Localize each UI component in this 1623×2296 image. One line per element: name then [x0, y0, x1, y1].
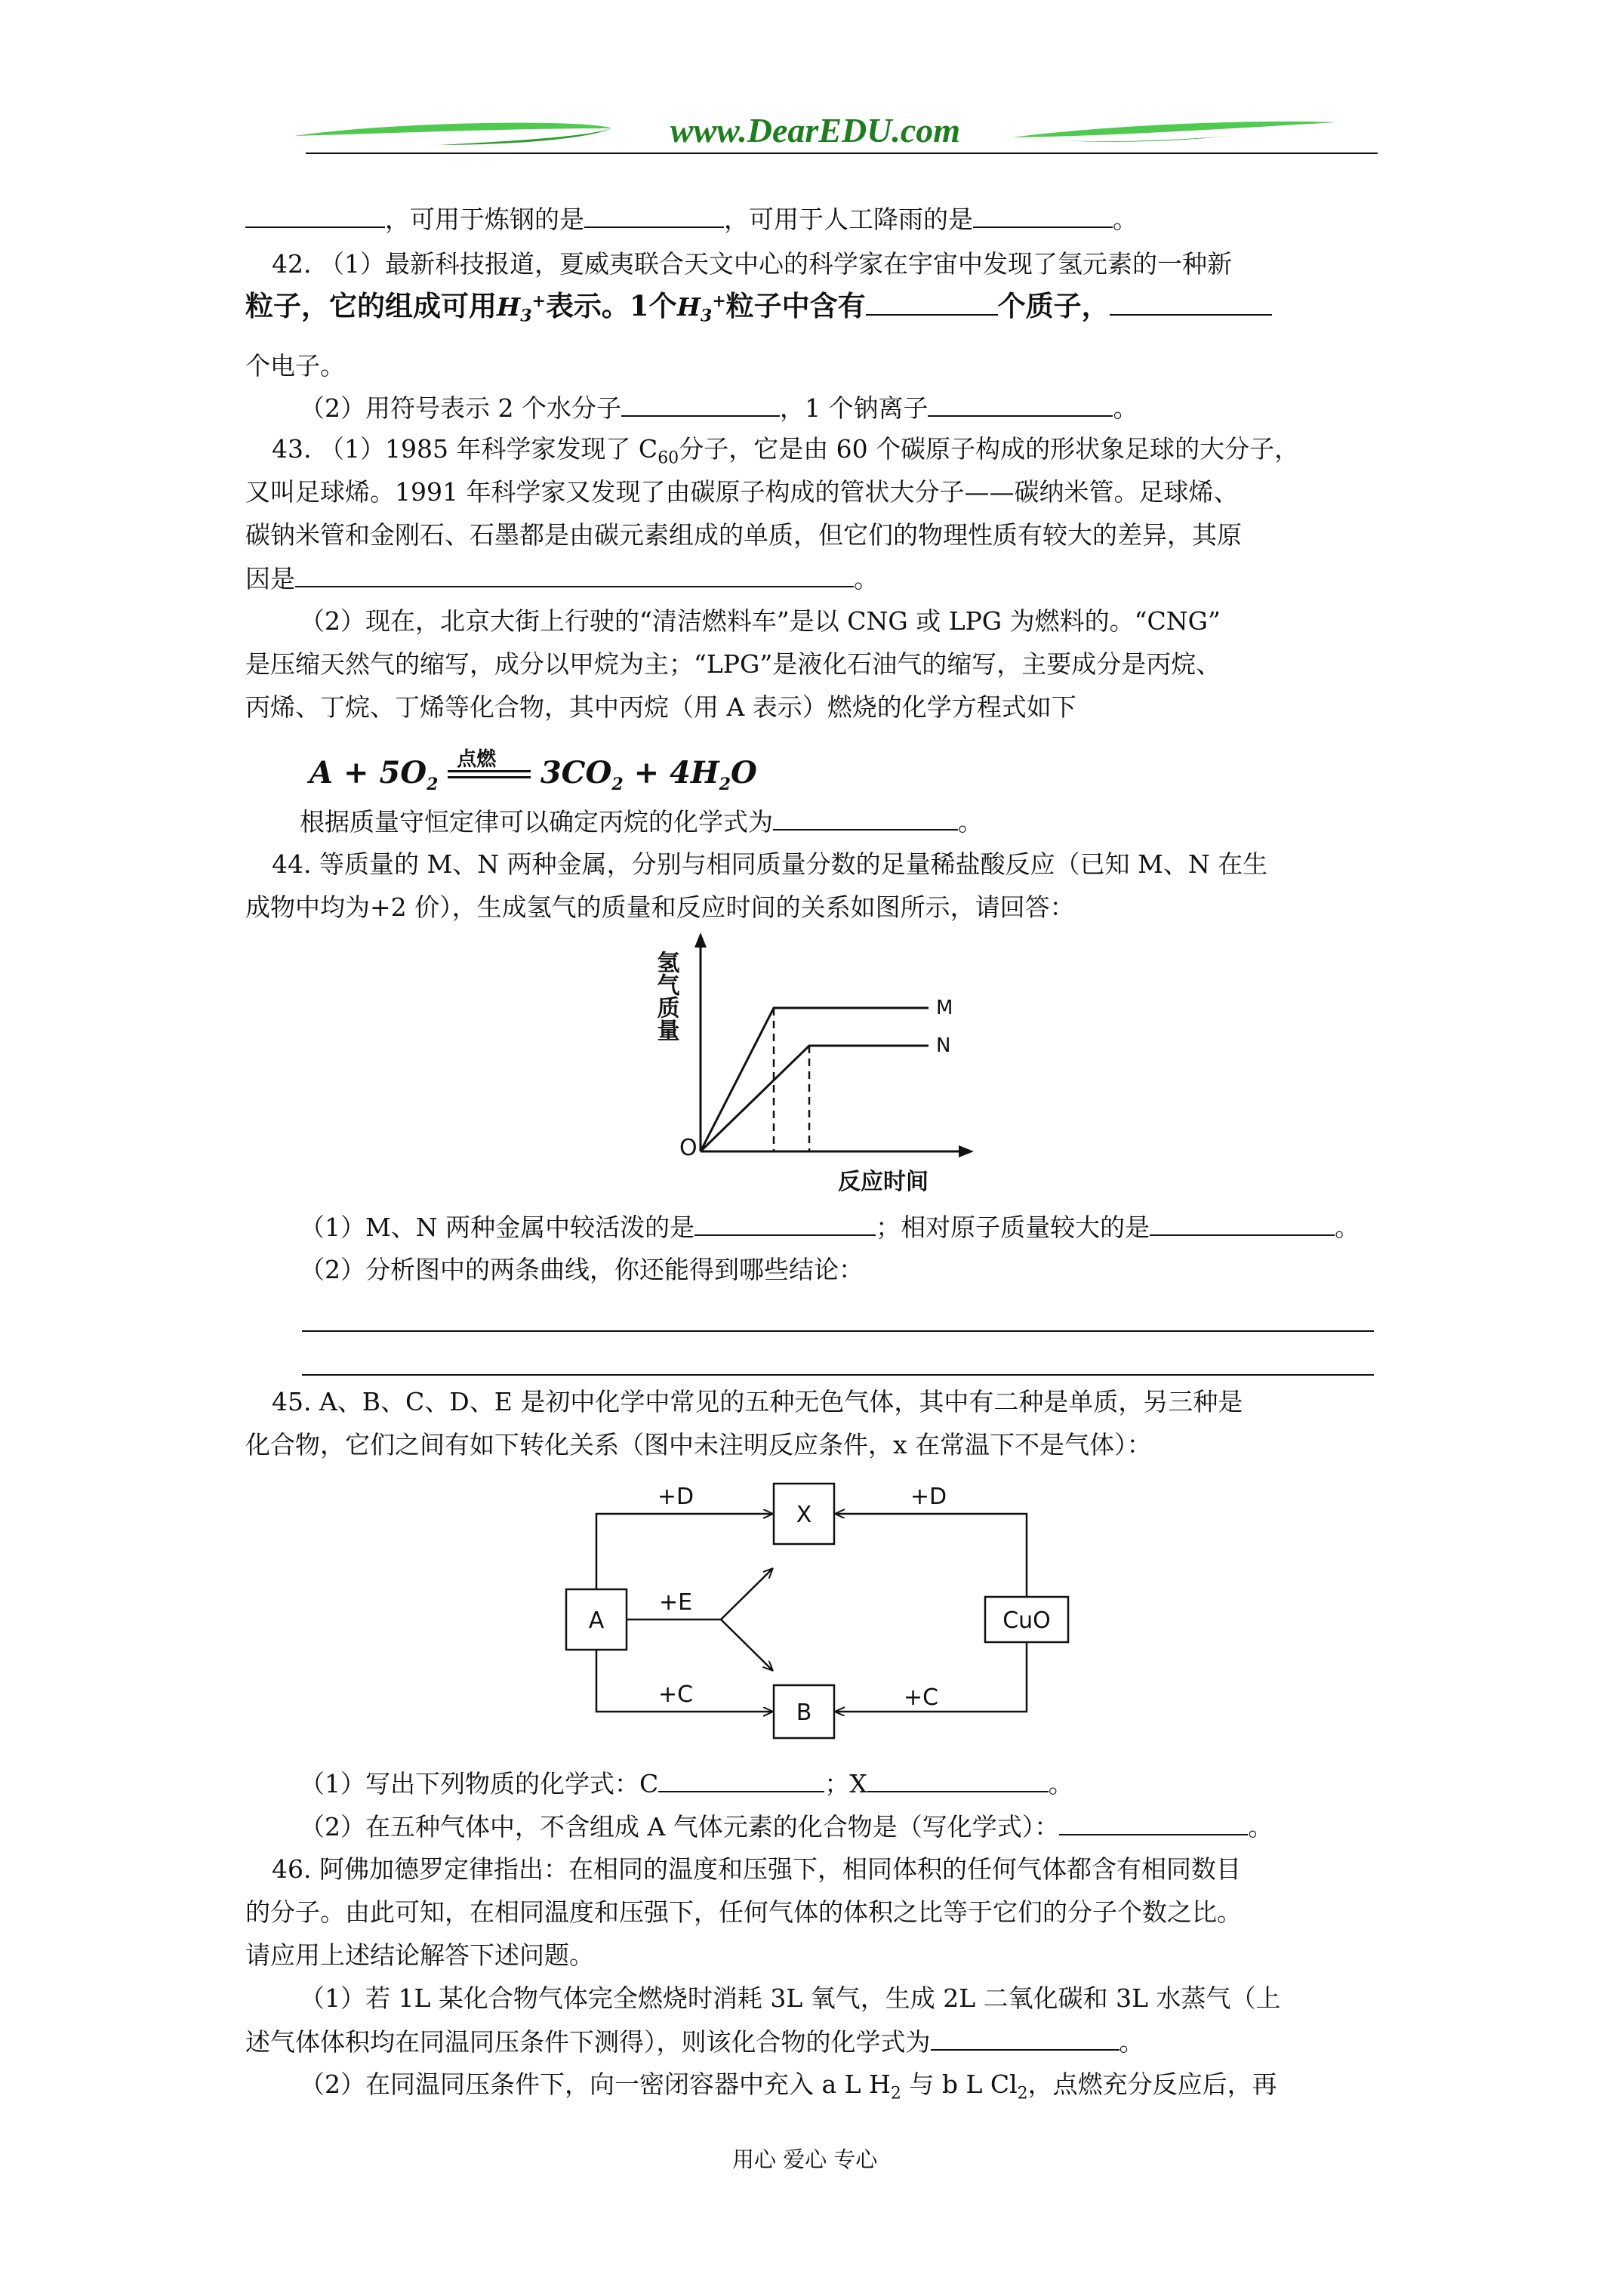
answer-blank[interactable]	[773, 806, 958, 831]
reaction-arrow	[448, 748, 531, 787]
q43-line-8: 根据质量守恒定律可以确定丙烷的化学式为 。	[300, 807, 983, 837]
logo-swoosh-left-tail	[438, 128, 611, 145]
q43-line-6: 是压缩天然气的缩写，成分以甲烷为主；“LPG”是液化石油气的缩写，主要成分是丙烷、	[245, 649, 1221, 679]
answer-blank[interactable]	[1059, 1811, 1248, 1835]
q42-line-3: 个电子。	[245, 351, 345, 381]
answer-blank[interactable]	[245, 204, 385, 228]
answer-blank[interactable]	[931, 2026, 1119, 2051]
box-x-label: X	[796, 1502, 812, 1528]
q46-line-6: （2）在同温同压条件下，向一密闭容器中充入 a L $H_2$ 与 b L $Cl_2$，点燃充分反应后，再	[300, 2069, 1277, 2103]
answer-blank[interactable]	[621, 393, 780, 417]
q46-line-2: 的分子。由此可知，在相同温度和压强下，任何气体的体积之比等于它们的分子个数之比。	[245, 1897, 1242, 1927]
answer-blank[interactable]	[694, 1212, 876, 1236]
x-axis-arrow	[959, 1145, 974, 1157]
q46-line-4: （1）若 1L 某化合物气体完全燃烧时消耗 3L 氧气，生成 2L 二氧化碳和 3L 水蒸气（上	[300, 1983, 1281, 2013]
q41-tail-line: ，可用于炼钢的是 ，可用于人工降雨的是 。	[245, 204, 1138, 235]
q45-line-4: （2）在五种气体中，不含组成 A 气体元素的化合物是（写化学式）： 。	[300, 1812, 1273, 1841]
logo-text: www.DearEDU.com	[670, 111, 961, 149]
q43-line-2: 又叫足球烯。1991 年科学家又发现了由碳原子构成的管状大分子——碳纳米管。足球烯、	[245, 477, 1239, 507]
answer-blank[interactable]	[866, 291, 998, 316]
answer-blank[interactable]	[658, 1768, 824, 1792]
curve-n	[701, 1046, 929, 1151]
answer-blank[interactable]	[584, 204, 724, 228]
combustion-equation: $A + 5O_2$ 点燃 $3CO_2 + 4H_2O$	[310, 755, 757, 791]
q46-line-3: 请应用上述结论解答下述问题。	[245, 1940, 594, 1970]
arrow-cuo-to-x	[836, 1514, 1027, 1597]
arrow-fork-to-x	[721, 1569, 772, 1620]
site-logo	[287, 106, 1397, 159]
q44-line-4: （2）分析图中的两条曲线，你还能得到哪些结论：	[300, 1255, 864, 1284]
edge-label-a-x: +D	[657, 1484, 694, 1510]
edge-label-a-e: +E	[658, 1589, 693, 1616]
reaction-condition: 点燃	[457, 748, 497, 771]
graph-ylabel: 氢气质量	[652, 951, 679, 1041]
q45-line-2: 化合物，它们之间有如下转化关系（图中未注明反应条件，x 在常温下不是气体）：	[245, 1430, 1152, 1459]
q46-line-1: 46. 阿佛加德罗定律指出：在相同的温度和压强下，相同体积的任何气体都含有相同数目	[272, 1854, 1241, 1884]
q42-line-2: 粒子，它的组成可用$H_3^+$表示。1个$H_3^+$粒子中含有 个质子，	[245, 291, 1272, 322]
answer-blank[interactable]	[867, 1768, 1049, 1792]
q42-line-4: （2）用符号表示 2 个水分子 ，1 个钠离子 。	[300, 393, 1138, 423]
logo-swoosh-right-tail	[1012, 136, 1230, 142]
curve-m	[701, 1008, 929, 1151]
header-rule	[306, 153, 1378, 154]
curve-label-n: N	[936, 1034, 951, 1057]
box-cuo-label: CuO	[1002, 1607, 1051, 1634]
q45-line-3: （1）写出下列物质的化学式：C ；X 。	[300, 1769, 1073, 1798]
q43-line-4: 因是 。	[245, 564, 879, 593]
logo-swoosh-right	[1012, 122, 1336, 137]
curve-label-m: M	[936, 997, 953, 1019]
page-footer: 用心 爱心 专心	[732, 2147, 878, 2172]
q44-line-3: （1）M、N 两种金属中较活泼的是 ；相对原子质量较大的是 。	[300, 1213, 1360, 1242]
q43-line-1: 43. （1）1985 年科学家发现了 $C_{60}$分子，它是由 60 个碳原子构成的形状象足球的大分子，	[272, 434, 1300, 468]
q43-line-5: （2）现在，北京大街上行驶的“清洁燃料车”是以 CNG 或 LPG 为燃料的。“CNG”	[300, 606, 1221, 636]
q42-line-1: 42. （1）最新科技报道，夏威夷联合天文中心的科学家在宇宙中发现了氢元素的一种新	[272, 249, 1232, 279]
edge-label-a-b: +C	[658, 1681, 694, 1708]
arrow-a-to-x	[596, 1514, 772, 1589]
edge-label-cuo-b: +C	[903, 1684, 939, 1711]
q44-line-1: 44. 等质量的 M、N 两种金属，分别与相同质量分数的足量稀盐酸反应（已知 M、N 在生	[272, 849, 1268, 879]
hydrogen-mass-graph	[649, 925, 981, 1204]
edge-label-cuo-x: +D	[910, 1484, 947, 1510]
y-axis-arrow	[694, 932, 707, 948]
q43-line-7: 丙烯、丁烷、丁烯等化合物，其中丙烷（用 A 表示）燃烧的化学方程式如下	[245, 692, 1076, 722]
graph-origin: O	[679, 1135, 698, 1161]
box-a-label: A	[588, 1607, 605, 1634]
answer-line[interactable]	[302, 1374, 1374, 1376]
q44-line-2: 成物中均为+2 价），生成氢气的质量和反应时间的关系如图所示，请回答：	[245, 892, 1075, 922]
answer-blank[interactable]	[1150, 1212, 1335, 1236]
logo-swoosh-left	[294, 123, 611, 136]
q43-line-3: 碳钠米管和金刚石、石墨都是由碳元素组成的单质，但它们的物理性质有较大的差异，其原	[245, 520, 1242, 550]
answer-line[interactable]	[302, 1330, 1374, 1332]
answer-blank[interactable]	[295, 563, 854, 587]
answer-blank[interactable]	[928, 393, 1113, 417]
arrow-fork-to-b	[721, 1620, 772, 1670]
answer-blank[interactable]	[1110, 291, 1272, 316]
graph-xlabel: 反应时间	[838, 1169, 929, 1195]
conversion-diagram	[559, 1472, 1102, 1744]
box-b-label: B	[796, 1700, 812, 1726]
answer-blank[interactable]	[973, 204, 1113, 228]
q46-line-5: 述气体体积均在同温同压条件下测得），则该化合物的化学式为 。	[245, 2027, 1144, 2057]
q45-line-1: 45. A、B、C、D、E 是初中化学中常见的五种无色气体，其中有二种是单质，另三种是	[272, 1387, 1243, 1416]
